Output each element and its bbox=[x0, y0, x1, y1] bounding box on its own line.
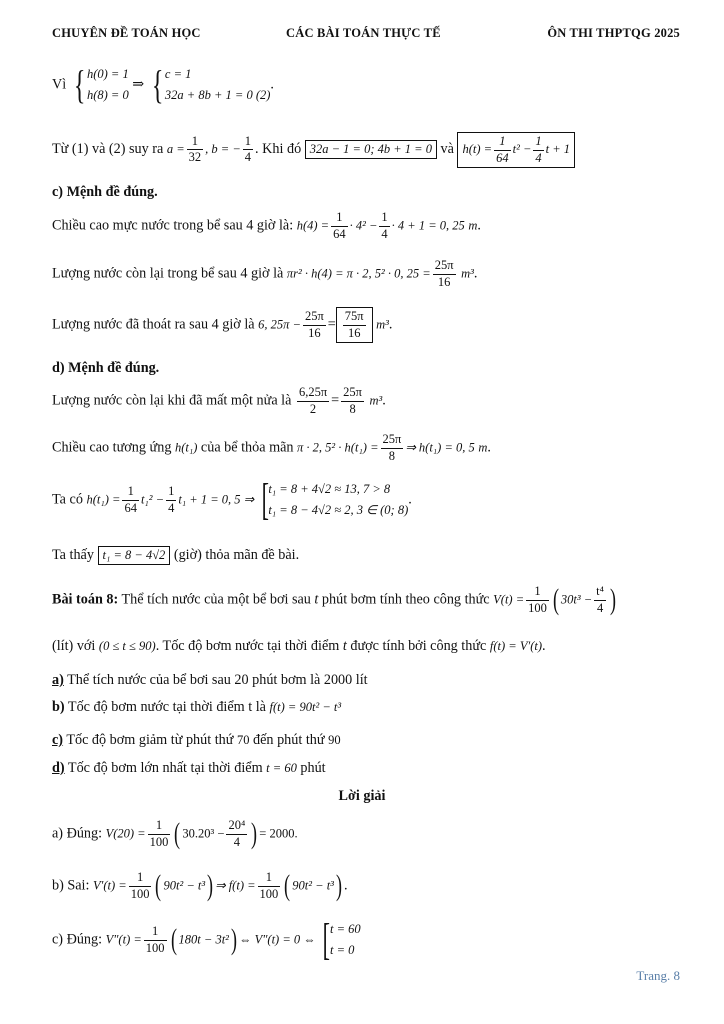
header-left: CHUYÊN ĐỀ TOÁN HỌC bbox=[52, 26, 201, 40]
d2-line: Chiều cao tương ứng h(t₁) của bể thỏa mãn π · 2, 5² · h(t₁) = $\frac{25\pi}{8}$ ⇒ h(t₁) = 0, 5 m. bbox=[52, 432, 491, 463]
system-1: h(0) = 1 h(8) = 0 bbox=[86, 67, 129, 103]
bracket-icon: [ bbox=[322, 915, 331, 964]
d1-line: Lượng nước còn lại khi đã mất một nửa là $\frac{6,25\pi}{2}$ = $\frac{25\pi}{8}$ m³. bbox=[52, 385, 386, 416]
roots: t = 60 t = 0 bbox=[329, 921, 361, 957]
header-right: ÔN THI THPTQG 2025 bbox=[547, 26, 680, 40]
solution-a: a) Đúng: V(20) = $\frac{1}{100}$ ( 30.20³ − $\frac{\text{20⁴}}{4}$ ) = 2000. bbox=[52, 817, 298, 851]
text: Vì bbox=[52, 76, 67, 93]
problem-8-line: Bài toán 8: Thể tích nước của một bể bơi sau t phút bơm tính theo công thức V(t) = $\frac{1}{100}$ ( 30t³ − $\frac{\text{t⁴}}{4}$ ) bbox=[52, 583, 617, 617]
option-c: c) Tốc độ bơm giảm từ phút thứ 70 đến phút thứ 90 bbox=[52, 732, 341, 748]
coefficients-line: Từ (1) và (2) suy ra a = $\frac{1}{32}$ , b = − $\frac{1}{4}$ . Khi đó 32a − 1 = 0; 4b + 1 = 0 và h(t) = $\frac{1}{64}$ t² − $\frac{1}{4}$ t + 1 bbox=[52, 132, 575, 168]
c1-line: Chiều cao mực nước trong bể sau 4 giờ là: h(4) = $\frac{1}{64}$ · 4² − $\frac{1}{4}$ · 4 + 1 = 0, 25 m. bbox=[52, 210, 481, 241]
roots: t₁ = 8 + 4√2 ≈ 13, 7 > 8 t₁ = 8 − 4√2 ≈ 2, 3 ∈ (0; 8) bbox=[268, 481, 409, 517]
d4-line: Ta thấy t₁ = 8 − 4√2 (giờ) thỏa mãn đề bài. bbox=[52, 547, 300, 563]
brace-icon: { bbox=[73, 62, 86, 108]
c2-line: Lượng nước còn lại trong bể sau 4 giờ là πr² · h(4) = π · 2, 5² · 0, 25 = $\frac{25\pi}{16}$ m³. bbox=[52, 258, 478, 289]
option-d: d) Tốc độ bơm lớn nhất tại thời điểm t = 60 phút bbox=[52, 760, 326, 776]
problem-8-line-2: (lít) với (0 ≤ t ≤ 90). Tốc độ bơm nước tại thời điểm t được tính bởi công thức f(t) = V′(t). bbox=[52, 638, 546, 654]
brace-icon: { bbox=[151, 62, 164, 108]
solution-c: c) Đúng: V″(t) = $\frac{1}{100}$ ( 180t − 3t²) ⇔ V″(t) = 0 ⇔ [t = 60 t = 0 bbox=[52, 915, 361, 964]
solution-heading: Lời giải bbox=[338, 788, 386, 804]
section-d-heading: d) Mệnh đề đúng. bbox=[52, 360, 160, 376]
boxed-result: 32a − 1 = 0; 4b + 1 = 0 bbox=[305, 140, 437, 159]
system-line: Vì { h(0) = 1 h(8) = 0 ⇒ { c = 1 32a + 8b + 1 = 0 (2). bbox=[52, 62, 274, 108]
header-center: CÁC BÀI TOÁN THỰC TẾ bbox=[286, 26, 441, 40]
bracket-icon: [ bbox=[261, 475, 269, 524]
section-c-heading: c) Mệnh đề đúng. bbox=[52, 184, 158, 200]
option-b: b) Tốc độ bơm nước tại thời điểm t là f(t) = 90t² − t³ bbox=[52, 699, 342, 715]
c3-line: Lượng nước đã thoát ra sau 4 giờ là 6, 25π − $\frac{25\pi}{16}$ = $\frac{75\pi}{16}$ m³. bbox=[52, 307, 392, 343]
solution-b: b) Sai: V′(t) = $\frac{1}{100}$ ( 90t² − t³) ⇒ f(t) = $\frac{1}{100}$ ( 90t² − t³) . bbox=[52, 869, 348, 903]
system-2: c = 1 32a + 8b + 1 = 0 (2) bbox=[164, 67, 271, 103]
d3-line: Ta có h(t₁) = $\frac{1}{64}$ t₁² − $\frac{1}{4}$ t₁ + 1 = 0, 5 ⇒ [t₁ = 8 + 4√2 ≈ 13, 7 > 8 t₁ = 8 − 4√2 ≈ 2, 3 ∈ (0; 8). bbox=[52, 475, 412, 524]
boxed-root: t₁ = 8 − 4√2 bbox=[98, 546, 171, 565]
boxed-function: h(t) = $\frac{1}{64}$ t² − $\frac{1}{4}$ t + 1 bbox=[457, 132, 575, 168]
option-a: a) Thể tích nước của bể bơi sau 20 phút bơm là 2000 lít bbox=[52, 672, 368, 688]
page-number: Trang. 8 bbox=[636, 968, 680, 983]
arrow: ⇒ bbox=[132, 76, 145, 93]
